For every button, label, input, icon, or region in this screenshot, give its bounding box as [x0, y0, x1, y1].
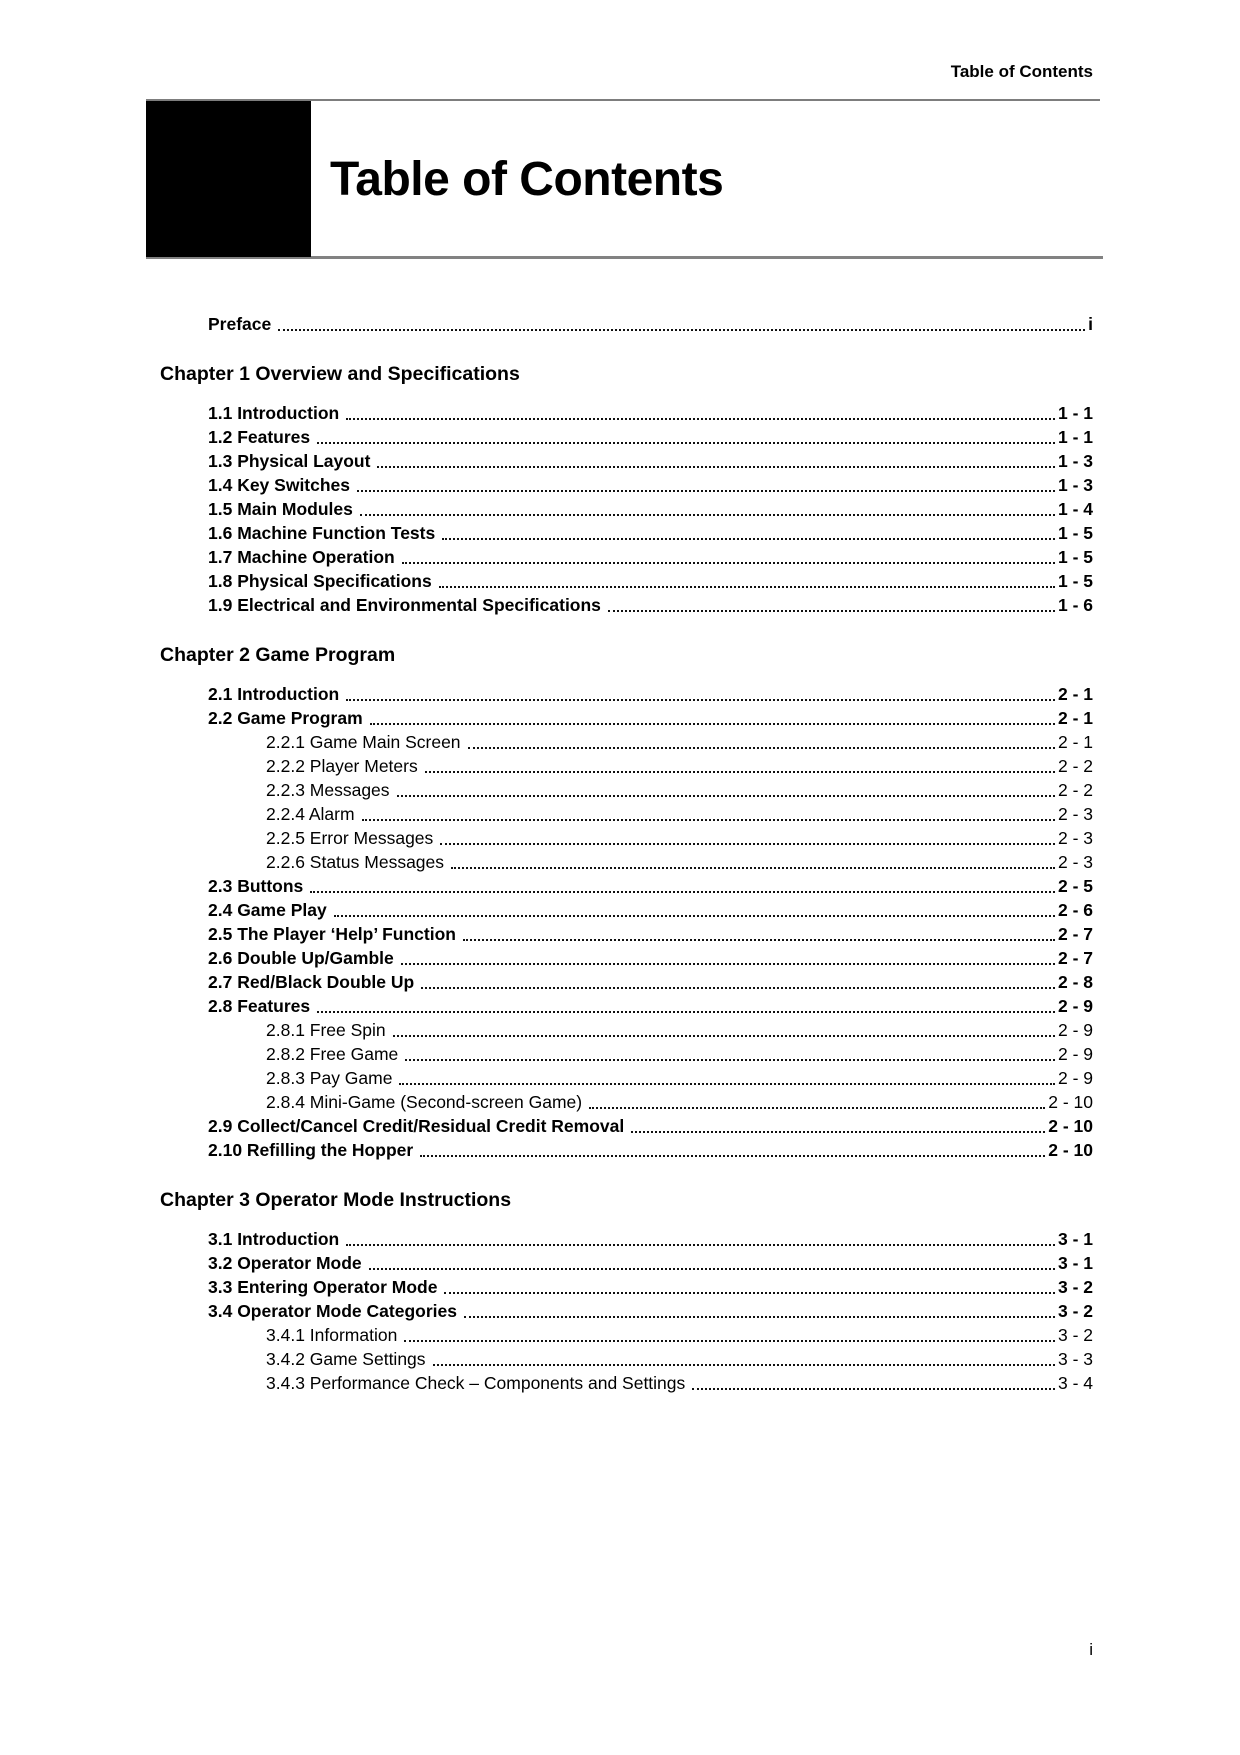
toc-entry-label: 2.8.4 Mini-Game (Second-screen Game) — [266, 1092, 583, 1112]
toc-entry-page: i — [1088, 314, 1093, 334]
dot-leader — [404, 1340, 1055, 1342]
dot-leader — [442, 538, 1055, 540]
dot-leader — [401, 963, 1055, 965]
toc-entry-label: 2.5 The Player ‘Help’ Function — [208, 924, 456, 944]
toc-entry — [146, 778, 1093, 802]
toc-entry — [146, 922, 1093, 946]
toc-entry — [146, 1138, 1093, 1162]
dot-leader — [464, 1316, 1055, 1318]
toc-entry-label: 3.4 Operator Mode Categories — [208, 1301, 457, 1321]
toc-entry-page: 2 - 1 — [1057, 708, 1093, 728]
toc-entry-page: 3 - 2 — [1057, 1301, 1093, 1321]
toc-entry-label: 2.9 Collect/Cancel Credit/Residual Credit Removal — [208, 1116, 625, 1136]
toc-entry-page: 1 - 6 — [1057, 595, 1093, 615]
toc-entry-page: 2 - 2 — [1057, 756, 1093, 776]
dot-leader — [405, 1059, 1055, 1061]
dot-leader — [692, 1388, 1055, 1390]
toc-entry-page: 2 - 3 — [1057, 804, 1093, 824]
toc-entry-label: 1.1 Introduction — [208, 403, 340, 423]
toc-entry — [146, 425, 1093, 449]
toc-entry — [146, 730, 1093, 754]
toc-entry-label: 1.7 Machine Operation — [208, 547, 395, 567]
toc-entry-label: 2.8.2 Free Game — [266, 1044, 399, 1064]
toc-entry-label: 2.7 Red/Black Double Up — [208, 972, 415, 992]
dot-leader — [433, 1364, 1055, 1366]
toc-entry — [146, 1275, 1093, 1299]
toc-entry-page: 1 - 5 — [1057, 547, 1093, 567]
toc-entry — [146, 473, 1093, 497]
running-header: Table of Contents — [950, 62, 1093, 81]
toc-entry — [146, 970, 1093, 994]
dot-leader — [346, 418, 1055, 420]
dot-leader — [451, 867, 1055, 869]
toc-entry-page: 2 - 1 — [1057, 684, 1093, 704]
toc-entry-label: 2.8.3 Pay Game — [266, 1068, 393, 1088]
toc-entry — [146, 449, 1093, 473]
dot-leader — [369, 1268, 1055, 1270]
toc-entry-label: 2.2.4 Alarm — [266, 804, 355, 824]
toc-entry-page: 3 - 2 — [1057, 1325, 1093, 1345]
toc-entry-label: 3.4.3 Performance Check – Components and Settings — [266, 1373, 686, 1393]
toc-entry — [146, 1042, 1093, 1066]
toc-entry-page: 1 - 1 — [1057, 403, 1093, 423]
toc-entry — [146, 401, 1093, 425]
page-title: Table of Contents — [330, 153, 724, 206]
dot-leader — [370, 723, 1055, 725]
toc-entry-label: 2.4 Game Play — [208, 900, 327, 920]
toc-entry-page: 2 - 9 — [1057, 1068, 1093, 1088]
toc-entry-page: 2 - 8 — [1057, 972, 1093, 992]
toc-entry-page: 2 - 9 — [1057, 996, 1093, 1016]
chapter-heading: Chapter 2 Game Program — [160, 644, 396, 666]
toc-entry-page: 3 - 1 — [1057, 1253, 1093, 1273]
toc-entry-page: 2 - 9 — [1057, 1020, 1093, 1040]
toc-entry-page: 2 - 10 — [1048, 1116, 1093, 1136]
toc-entry-page: 1 - 3 — [1057, 451, 1093, 471]
toc-entry — [146, 1323, 1093, 1347]
toc-entry — [146, 946, 1093, 970]
toc-entry-page: 1 - 4 — [1057, 499, 1093, 519]
dot-leader — [444, 1292, 1054, 1294]
toc-entry — [146, 1251, 1093, 1275]
chapter-heading: Chapter 1 Overview and Specifications — [160, 363, 520, 385]
toc-entry — [146, 1018, 1093, 1042]
dot-leader — [346, 699, 1055, 701]
toc-entry-label: 3.1 Introduction — [208, 1229, 340, 1249]
toc-entry-label: 3.2 Operator Mode — [208, 1253, 362, 1273]
toc-entry — [146, 826, 1093, 850]
toc-entry — [146, 682, 1093, 706]
toc-entry — [146, 994, 1093, 1018]
dot-leader — [399, 1083, 1055, 1085]
dot-leader — [402, 562, 1055, 564]
toc-entry-page: 2 - 3 — [1057, 852, 1093, 872]
toc-entry-label: 1.3 Physical Layout — [208, 451, 371, 471]
toc-entry-label: 2.2.2 Player Meters — [266, 756, 418, 776]
toc-entry — [146, 850, 1093, 874]
toc-entry-page: 2 - 1 — [1057, 732, 1093, 752]
toc-entry-label: 1.5 Main Modules — [208, 499, 353, 519]
toc-entry — [146, 545, 1093, 569]
toc-entry-label: 2.8 Features — [208, 996, 311, 1016]
toc-entry-label: 1.6 Machine Function Tests — [208, 523, 436, 543]
toc-entry-page: 2 - 2 — [1057, 780, 1093, 800]
toc-entry-page: 2 - 3 — [1057, 828, 1093, 848]
toc-entry — [146, 521, 1093, 545]
toc-entry-label: 2.10 Refilling the Hopper — [208, 1140, 414, 1160]
dot-leader — [589, 1107, 1045, 1109]
toc-entry — [146, 569, 1093, 593]
toc-entry-label: 2.2 Game Program — [208, 708, 363, 728]
dot-leader — [468, 747, 1055, 749]
dot-leader — [439, 586, 1055, 588]
toc-entry-label: 2.2.3 Messages — [266, 780, 390, 800]
toc-entry-label: Preface — [208, 314, 272, 334]
toc-entry-page: 2 - 7 — [1057, 924, 1093, 944]
dot-leader — [420, 1155, 1045, 1157]
dot-leader — [334, 915, 1055, 917]
toc-entry-label: 1.2 Features — [208, 427, 311, 447]
toc-entry — [146, 1227, 1093, 1251]
toc-entry-page: 2 - 5 — [1057, 876, 1093, 896]
toc-entry-label: 1.8 Physical Specifications — [208, 571, 432, 591]
dot-leader — [357, 490, 1055, 492]
toc-entry — [146, 1371, 1093, 1395]
dot-leader — [278, 329, 1085, 331]
toc-entry-page: 3 - 2 — [1057, 1277, 1093, 1297]
toc-entry-label: 1.4 Key Switches — [208, 475, 351, 495]
toc-entry — [146, 1299, 1093, 1323]
dot-leader — [317, 442, 1055, 444]
toc-entry — [146, 1090, 1093, 1114]
toc-entry — [146, 593, 1093, 617]
toc-entry — [146, 1347, 1093, 1371]
toc-entry — [146, 706, 1093, 730]
toc-entry — [146, 874, 1093, 898]
dot-leader — [440, 843, 1055, 845]
toc-entry — [146, 1066, 1093, 1090]
toc-entry — [146, 497, 1093, 521]
footer-page-number: i — [1089, 1640, 1093, 1659]
dot-leader — [346, 1244, 1055, 1246]
chapter-heading: Chapter 3 Operator Mode Instructions — [160, 1189, 512, 1211]
toc-entry — [146, 898, 1093, 922]
toc-entry-label: 3.4.1 Information — [266, 1325, 398, 1345]
toc-entry-page: 1 - 5 — [1057, 523, 1093, 543]
chapter-banner-block — [146, 101, 311, 257]
dot-leader — [425, 771, 1055, 773]
dot-leader — [362, 819, 1055, 821]
toc-entry-page: 2 - 10 — [1048, 1092, 1093, 1112]
toc-entry-page: 2 - 9 — [1057, 1044, 1093, 1064]
toc-entry-page: 1 - 1 — [1057, 427, 1093, 447]
toc-entry — [146, 802, 1093, 826]
dot-leader — [310, 891, 1055, 893]
toc-list — [146, 312, 1093, 1395]
toc-entry-label: 1.9 Electrical and Environmental Specifications — [208, 595, 601, 615]
toc-entry-page: 3 - 4 — [1057, 1373, 1093, 1393]
toc-entry-label: 2.2.6 Status Messages — [266, 852, 445, 872]
dot-leader — [377, 466, 1055, 468]
toc-entry-label: 2.2.5 Error Messages — [266, 828, 434, 848]
dot-leader — [608, 610, 1055, 612]
toc-entry-label: 3.3 Entering Operator Mode — [208, 1277, 438, 1297]
toc-preface-entry — [146, 312, 1093, 336]
dot-leader — [397, 795, 1055, 797]
dot-leader — [317, 1011, 1055, 1013]
toc-entry-label: 2.3 Buttons — [208, 876, 304, 896]
toc-entry-page: 1 - 3 — [1057, 475, 1093, 495]
toc-entry — [146, 1114, 1093, 1138]
toc-entry — [146, 754, 1093, 778]
toc-entry-page: 1 - 5 — [1057, 571, 1093, 591]
toc-entry-label: 2.2.1 Game Main Screen — [266, 732, 461, 752]
toc-entry-page: 3 - 1 — [1057, 1229, 1093, 1249]
toc-entry-page: 2 - 7 — [1057, 948, 1093, 968]
toc-entry-page: 2 - 6 — [1057, 900, 1093, 920]
dot-leader — [393, 1035, 1055, 1037]
toc-entry-page: 2 - 10 — [1048, 1140, 1093, 1160]
toc-entry-label: 3.4.2 Game Settings — [266, 1349, 426, 1369]
toc-entry-label: 2.8.1 Free Spin — [266, 1020, 386, 1040]
dot-leader — [360, 514, 1055, 516]
toc-entry-label: 2.6 Double Up/Gamble — [208, 948, 394, 968]
toc-entry-label: 2.1 Introduction — [208, 684, 340, 704]
dot-leader — [463, 939, 1055, 941]
dot-leader — [631, 1131, 1045, 1133]
toc-entry-page: 3 - 3 — [1057, 1349, 1093, 1369]
dot-leader — [421, 987, 1055, 989]
